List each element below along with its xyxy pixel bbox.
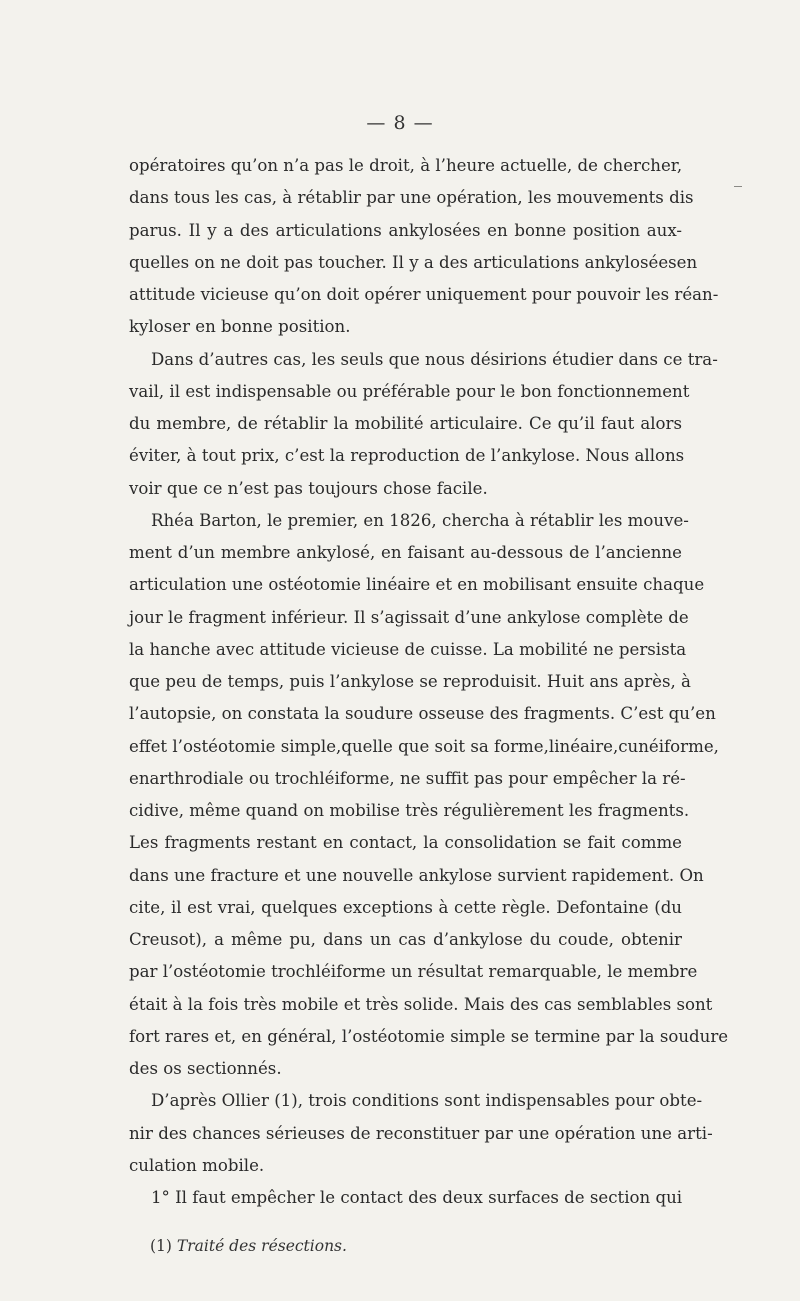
text-line: jour le fragment inférieur. Il s’agissait d’une ankylose complète de	[129, 607, 689, 627]
text-line: ment d’un membre ankylosé, en faisant au-dessous de l’ancienne	[129, 543, 682, 562]
body-text	[129, 150, 729, 1214]
text-line: parus. Il y a des articulations ankylosées en bonne position aux-	[129, 220, 682, 240]
footnote-title: Traité des résections.	[176, 1237, 347, 1255]
text-line: 1° Il faut empêcher le contact des deux surfaces de section qui	[151, 1188, 683, 1207]
text-line: des os sectionnés.	[129, 1059, 282, 1078]
text-line: vail, il est indispensable ou préférable pour le bon fonctionnement	[129, 381, 690, 401]
text-line: fort rares et, en général, l’ostéotomie simple se termine par la soudure	[129, 1026, 729, 1046]
text-line: quelles on ne doit pas toucher. Il y a des articulations ankyloséesen	[129, 252, 698, 272]
text-line: Les fragments restant en contact, la consolidation se fait comme	[129, 833, 682, 853]
text-line: éviter, à tout prix, c’est la reproduction de l’ankylose. Nous allons	[129, 446, 685, 466]
text-line: effet l’ostéotomie simple,quelle que soit sa forme,linéaire,cunéiforme,	[129, 736, 719, 756]
text-line: cidive, même quand on mobilise très régulièrement les fragments.	[129, 801, 690, 820]
text-line: l’autopsie, on constata la soudure osseuse des fragments. C’est qu’en	[129, 704, 716, 724]
text-line: que peu de temps, puis l’ankylose se reproduisit. Huit ans après, à	[129, 672, 691, 691]
text-line: dans une fracture et une nouvelle ankylose survient rapidement. On	[129, 865, 704, 885]
text-line: était à la fois très mobile et très solide. Mais des cas semblables sont	[129, 994, 713, 1014]
text-line: attitude vicieuse qu’on doit opérer uniquement pour pouvoir les réan-	[129, 285, 719, 304]
text-line: culation mobile.	[129, 1155, 265, 1175]
text-line: Rhéa Barton, le premier, en 1826, chercha à rétablir les mouve-	[151, 510, 689, 530]
text-line: D’après Ollier (1), trois conditions sont indispensables pour obte-	[151, 1091, 703, 1111]
text-line: dans tous les cas, à rétablir par une opération, les mouvements dis	[129, 188, 694, 208]
text-line: voir que ce n’est pas toujours chose facile.	[129, 478, 488, 498]
page-number: — 8 —	[366, 112, 434, 134]
text-line: kyloser en bonne position.	[129, 317, 351, 337]
text-line: nir des chances sérieuses de reconstituer par une opération une arti-	[129, 1123, 713, 1143]
text-line: Creusot), a même pu, dans un cas d’ankylose du coude, obtenir	[129, 930, 682, 949]
text-line: enarthrodiale ou trochléiforme, ne suffit pas pour empêcher la ré-	[129, 768, 686, 788]
text-line: opératoires qu’on n’a pas le droit, à l’heure actuelle, de chercher,	[129, 156, 683, 175]
text-line: cite, il est vrai, quelques exceptions à cette règle. Defontaine (du	[129, 897, 682, 917]
text-line: par l’ostéotomie trochléiforme un résultat remarquable, le membre	[129, 962, 698, 982]
text-line: articulation une ostéotomie linéaire et en mobilisant ensuite chaque	[129, 575, 705, 595]
footnote-number: (1)	[150, 1237, 172, 1255]
text-line: la hanche avec attitude vicieuse de cuisse. La mobilité ne persista	[129, 639, 687, 659]
text-line: du membre, de rétablir la mobilité articulaire. Ce qu’il faut alors	[129, 414, 682, 433]
text-line: Dans d’autres cas, les seuls que nous désirions étudier dans ce tra-	[151, 349, 718, 369]
footnote	[150, 1237, 347, 1255]
margin-mark	[734, 186, 742, 187]
